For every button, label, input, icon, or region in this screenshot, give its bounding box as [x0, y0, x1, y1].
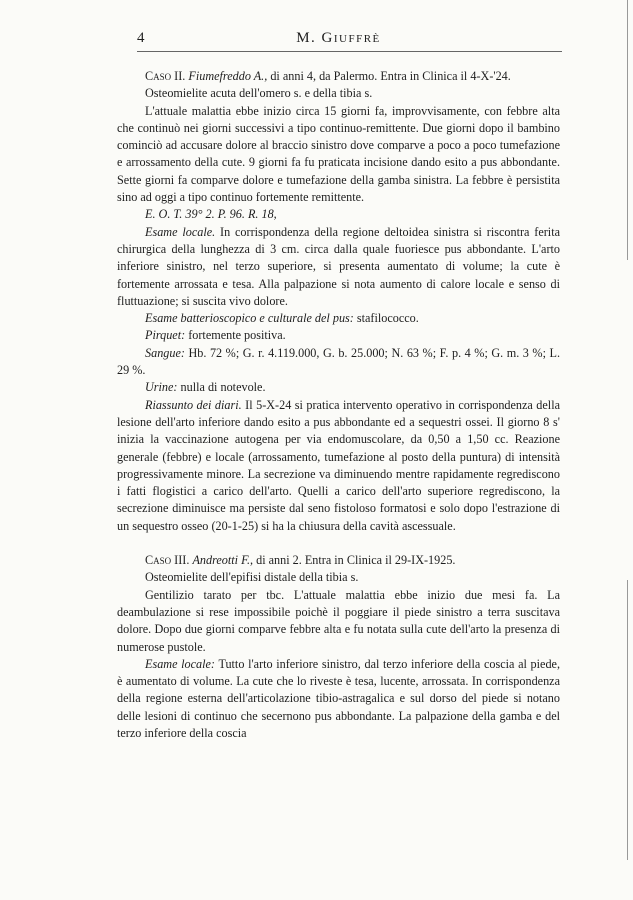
case-intro-text: di anni 2. Entra in Clinica il 29-IX-1925.	[253, 553, 456, 568]
section-label: Esame locale:	[145, 656, 215, 671]
section-label: Pirquet:	[145, 328, 186, 343]
section-text: nulla di notevole.	[177, 380, 266, 395]
page-number: 4	[137, 30, 145, 46]
case-label: Caso II.	[145, 69, 189, 83]
section-label: Esame locale.	[145, 224, 216, 239]
page-header	[115, 30, 562, 52]
section-text: fortemente positiva.	[185, 328, 286, 343]
local-exam-paragraph	[117, 224, 560, 310]
case-label: Caso III.	[145, 553, 193, 568]
section-label: Urine:	[145, 380, 178, 395]
bacterio-exam-paragraph	[117, 310, 560, 327]
case-3-heading	[117, 552, 560, 569]
case-intro-text: di anni 4, da Palermo. Entra in Clinica il 4-X-'24.	[267, 69, 511, 83]
diagnosis: Osteomielite acuta dell'omero s. e della tibia s.	[145, 86, 373, 101]
pirquet-paragraph	[117, 327, 560, 344]
general-exam: E. O. T. 39° 2. P. 96. R. 18,	[145, 207, 277, 222]
section-text: Il 5-X-24 si pratica intervento operativo in corrispondenza della lesione dell'arto inferiore dando esito a pus abbondante ed a sequestri ossei. Il giorno 8 s' inizia la vaccinazione autogena per via endomuscolare, da 0,50 a 1,50 cc. Reazione generale (febbre) e locale (arrossamento, tumefazione al posto della puntura) di intensità progressivamente minore. La secrezione va diminuendo mentre rapidamente regrediscono i fatti flogistici a carico dell'arto. Quelli a carico dell'arto superiore regrediscono, la secrezione diminuisce ma persiste dal seno fistoloso formatosi e solo dopo l'estrazione di un sequestro osseo (20-1-25) si ha la chiusura della cavità ascessuale.	[117, 397, 560, 533]
section-label: Riassunto dei diari.	[145, 397, 242, 412]
case-2-heading	[117, 68, 560, 85]
section-label: Sangue:	[145, 345, 185, 360]
patient-name: Andreotti F.,	[192, 553, 254, 568]
page-body	[117, 68, 560, 742]
history-paragraph: L'attuale malattia ebbe inizio circa 15 giorni fa, improvvisamente, con febbre alta che continuò nei giorni successivi a tipo continuo-remittente. Due giorni dopo il bambino cominciò ad accusare dolore al braccio sinistro dove comparve a poco a poco tumefazione e arrossamento della cute. 9 giorni fa fu praticata incisione dando esito a pus abbondante. Sette giorni fa comparve dolore e tumefazione della gamba sinistra. La febbre è persistita sino ad oggi a tipo continuo fortemente remittente.	[117, 103, 560, 205]
section-label: Esame batterioscopico e culturale del pus:	[145, 311, 354, 326]
section-text: stafilococco.	[353, 311, 419, 326]
page-edge	[627, 0, 628, 260]
header-rule	[137, 51, 562, 52]
urine-paragraph	[117, 379, 560, 396]
page-edge	[627, 580, 628, 860]
section-text: Tutto l'arto inferiore sinistro, dal terzo inferiore della coscia al piede, è aumentato di volume. La cute che lo riveste è tesa, lucente, arrossata. In corrispondenza della regione esterna dell'articolazione tibio-astragalica e sul dorso del piede si notano delle lesioni di continuo che secernono pus abbondante. La palpazione della gamba e del terzo inferiore della coscia	[117, 656, 560, 740]
patient-name: Fiumefreddo A.,	[188, 69, 268, 83]
section-text: Hb. 72 %; G. r. 4.119.000, G. b. 25.000; N. 63 %; F. p. 4 %; G. m. 3 %; L. 29 %.	[117, 345, 560, 378]
section-text: In corrispondenza della regione deltoidea sinistra si riscontra ferita chirurgica della lunghezza di 3 cm. circa dalla quale fuoriesce pus abbondante. L'arto inferiore sinistro, nel terzo superiore, si presenta aumentato di volume; la cute è fortemente arrossata e tesa. Alla palpazione si nota aumento di calore locale e senso di fluttuazione; si suscita vivo dolore.	[117, 224, 560, 308]
history-paragraph: Gentilizio tarato per tbc. L'attuale malattia ebbe inizio due mesi fa. La deambulazione si rese impossibile poichè il poggiare il piede sinistro a terra suscitava dolore. Dopo due giorni comparve febbre alta e fu notata sulla cute dell'arto la presenza di numerose pustole.	[117, 587, 560, 654]
diagnosis: Osteomielite dell'epifisi distale della tibia s.	[145, 570, 359, 585]
running-title: M. Giuffrè	[296, 30, 381, 46]
local-exam-paragraph	[117, 656, 560, 742]
blood-paragraph	[117, 345, 560, 380]
diary-summary-paragraph	[117, 397, 560, 535]
